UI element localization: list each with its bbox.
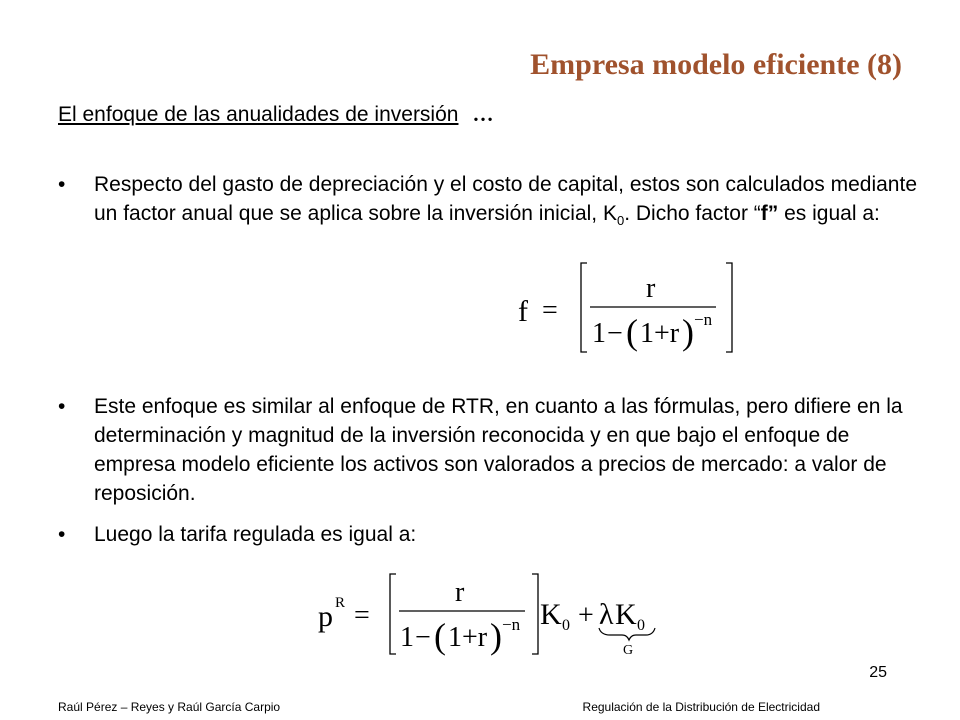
footer-course: Regulación de la Distribución de Electricidad [582,700,820,714]
formula2-k2: K [615,598,637,631]
formula1-den-one: 1 [592,318,606,349]
bullet-rtr-comparison [58,392,918,508]
formula-regulated-price [312,570,672,660]
formula1-right-bracket [726,263,732,352]
formula1-lhs: f [518,295,528,328]
footer-authors: Raúl Pérez – Reyes y Raúl García Carpio [58,700,281,714]
bullet1-text-a: Respecto del gasto de depreciación y el costo de capital, estos son calculados mediante un factor anual que se aplica sobre la inversión inicial, K [94,173,917,225]
formula2-right-paren: ) [490,616,502,656]
subtitle-ellipsis: … [472,102,494,126]
formula1-exponent: −n [694,310,713,329]
bullet-dot: • [58,173,66,196]
formula2-brace-label: G [623,643,634,658]
formula-factor-f [510,255,750,360]
formula2-right-bracket [532,574,538,654]
formula2-left-paren: ( [434,616,446,656]
formula2-equals: = [354,600,370,631]
bullet-dot: • [58,395,66,418]
formula2-lhs-base: p [318,600,333,633]
formula1-equals: = [542,295,558,326]
bullet1-text-c: es igual a: [778,202,880,225]
formula1-left-bracket [581,263,587,352]
formula2-lambda: λ [599,598,614,631]
bullet-regulated-tariff [58,520,918,549]
formula1-numerator: r [646,273,656,304]
formula2-den-inner: 1+r [448,622,488,653]
formula2-exponent: −n [502,615,521,634]
formula2-plus: + [578,600,594,631]
bullet-text: Este enfoque es similar al enfoque de RTR, en cuanto a las fórmulas, pero difiere en la determinación y magnitud de la inversión reconocida y en que bajo el enfoque de empresa modelo eficiente los activos son valorados a precios de mercado: a valor de reposición. [94,395,903,505]
formula2-left-bracket [390,574,396,654]
bullet-text [94,170,918,228]
formula2-k: K [540,598,562,631]
formula1-den-inner: 1+r [640,318,680,349]
formula2-numerator: r [455,577,465,608]
formula2-k2-sub: 0 [637,617,645,634]
formula2-den-minus: − [415,622,431,653]
formula2-den-one: 1 [400,622,414,653]
bullet1-text-b: . Dicho factor “ [624,202,761,225]
bullet-depreciation [58,170,918,228]
bullet1-bold: f” [760,202,779,225]
bullet-dot: • [58,523,66,546]
formula1-left-paren: ( [626,312,638,352]
formula1-den-minus: − [607,318,623,349]
subtitle-text: El enfoque de las anualidades de inversión [58,103,459,126]
formula1-right-paren: ) [682,312,694,352]
slide-title: Empresa modelo eficiente (8) [530,48,902,81]
section-subtitle [58,102,493,127]
formula2-lhs-sup: R [335,595,346,611]
page-number: 25 [869,664,887,681]
bullet-text: Luego la tarifa regulada es igual a: [94,523,417,546]
bullet1-subscript: 0 [616,213,625,229]
formula2-k-sub: 0 [562,617,570,634]
